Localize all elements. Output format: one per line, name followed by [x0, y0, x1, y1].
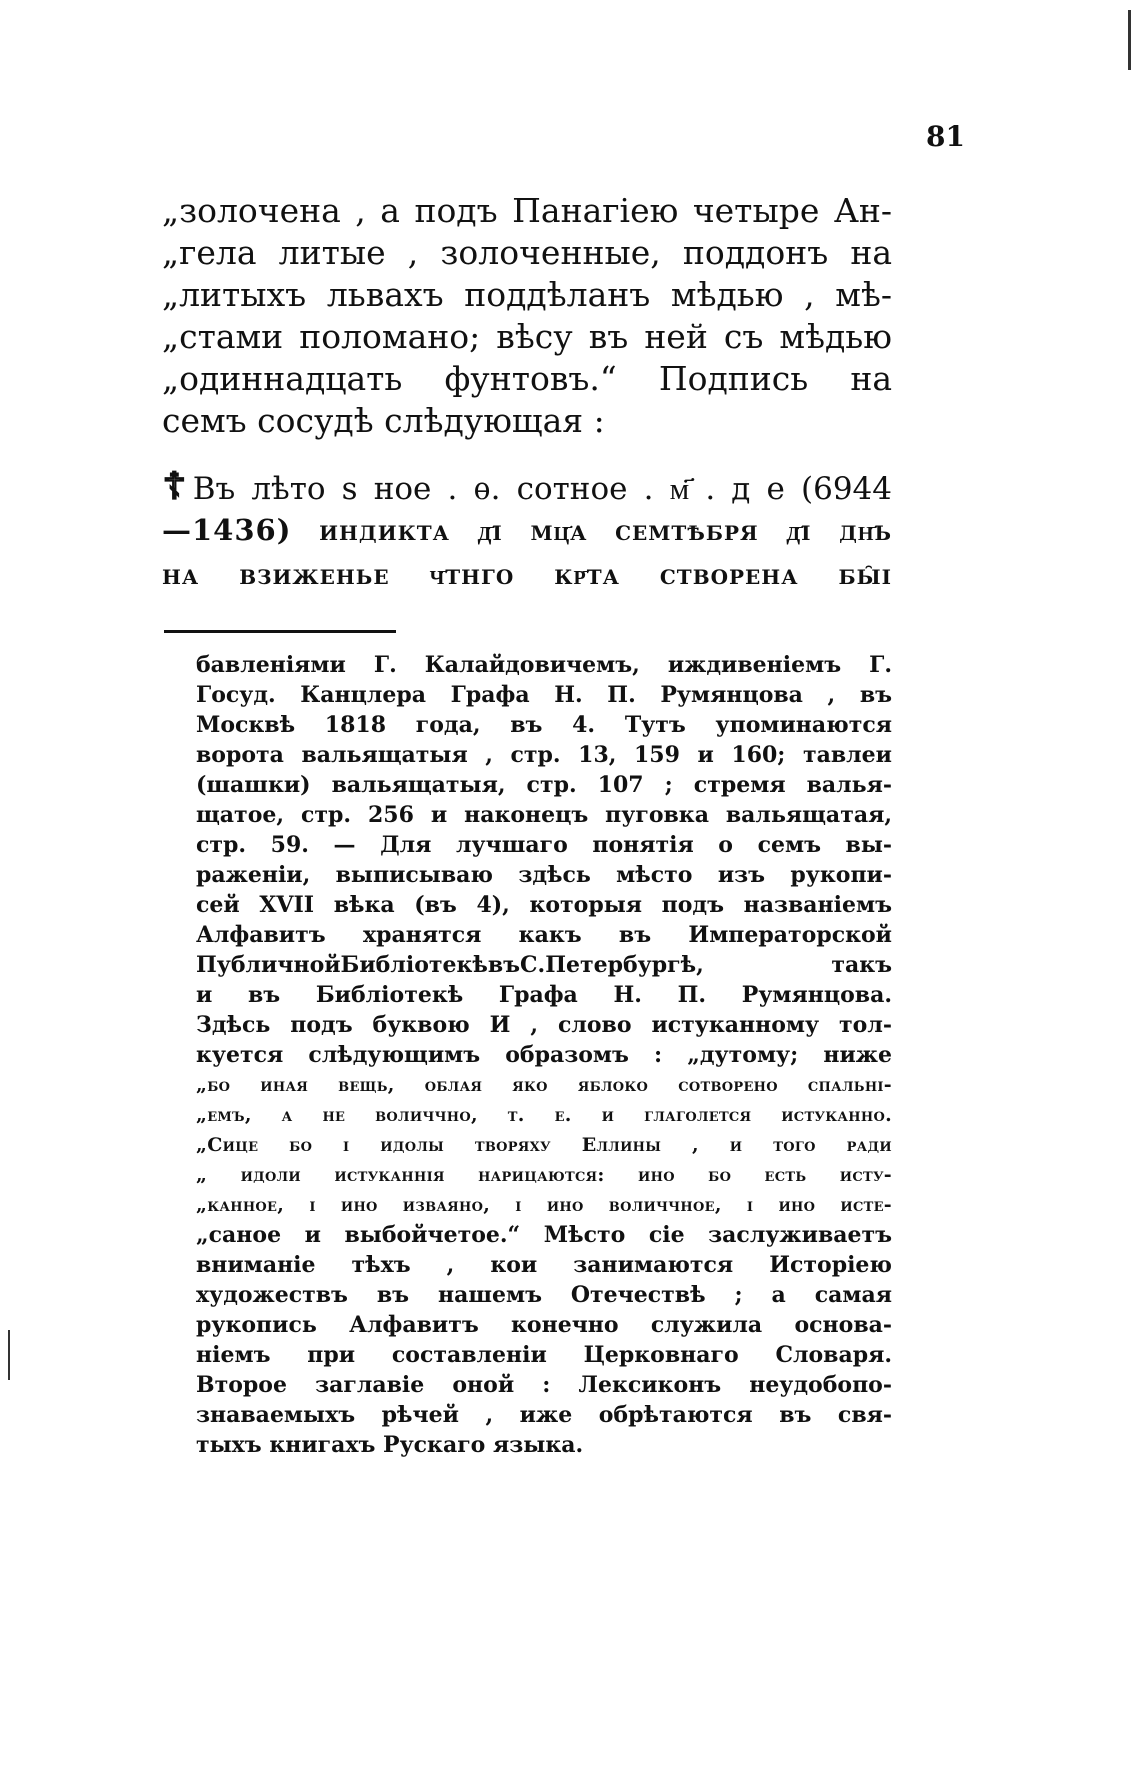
footnote-quote-line: „Сице бо і идолы творяху Еллины , и того ради	[196, 1134, 892, 1156]
footnote-line: вниманіе тѣхъ , кои занимаются Исторіею	[196, 1252, 892, 1278]
footnote-line: и въ Библіотекѣ Графа Н. П. Румянцова.	[196, 982, 892, 1008]
footnote-line: Второе заглавіе оной : Лексиконъ неудобопо-	[196, 1372, 892, 1398]
footnote-line: рукопись Алфавитъ конечно служила основа-	[196, 1312, 892, 1338]
footnote-line: тыхъ книгахъ Рускаго языка.	[196, 1432, 584, 1458]
main-text	[162, 190, 892, 442]
main-text-line: семъ сосудѣ слѣдующая :	[162, 401, 605, 440]
footnote-line: сей XVII вѣка (въ 4), которыя подъ названіемъ	[196, 892, 892, 918]
inscription-line: на взиженье ч҃тнго кр҃та створена бы̑і	[162, 557, 892, 591]
footnote	[196, 650, 892, 1460]
footnote-line: ворота вальящатыя , стр. 13, 159 и 160; тавлеи	[196, 742, 892, 768]
footnote-line: художествъ въ нашемъ Отечествѣ ; а самая	[196, 1282, 892, 1308]
inscription-line: —1436) индикта д҃і мц҃а семтѣбря д҃і дн҃ь	[162, 513, 892, 547]
main-text-line: „золочена , а подъ Панагіею четыре Ан-	[162, 191, 892, 230]
footnote-line: Москвѣ 1818 года, въ 4. Тутъ упоминаются	[196, 712, 892, 738]
footnote-quote-line: „канное, і ино изваяно, і ино воличчное, і ино исте-	[196, 1194, 892, 1216]
footnote-quote-line: „ идоли истуканнія нарицаются: ино бо есть исту-	[196, 1164, 892, 1186]
footnote-line: знаваемыхъ рѣчей , иже обрѣтаются въ свя-	[196, 1402, 892, 1428]
footnote-line: (шашки) вальящатыя, стр. 107 ; стремя валья-	[196, 772, 892, 798]
footnote-line: Госуд. Канцлера Графа Н. П. Румянцова , въ	[196, 682, 892, 708]
footnote-line: щатое, стр. 256 и наконецъ пуговка вальящатая,	[196, 802, 892, 828]
footnote-line: ніемъ при составленіи Церковнаго Словаря.	[196, 1342, 892, 1368]
page-number: 81	[926, 120, 965, 153]
cross-icon: ☦	[162, 463, 187, 508]
footnote-line: Здѣсь подъ буквою И , слово истуканному тол-	[196, 1012, 892, 1038]
footnote-line: ПубличнойБибліотекѣвъС.Петербургѣ, такъ	[196, 952, 892, 978]
footnote-divider	[164, 630, 396, 633]
footnote-line: Алфавитъ хранятся какъ въ Императорской	[196, 922, 892, 948]
main-text-line: „одиннадцать фунтовъ.“ Подпись на	[162, 359, 892, 398]
main-text-line: „литыхъ львахъ поддѣланъ мѣдью , мѣ-	[162, 275, 892, 314]
footnote-line: стр. 59. — Для лучшаго понятія о семъ вы-	[196, 832, 892, 858]
main-text-line: „стами поломано; вѣсу въ ней съ мѣдью	[162, 317, 892, 356]
footnote-line: раженіи, выписываю здѣсь мѣсто изъ рукопи-	[196, 862, 892, 888]
footnote-quote-line: „емъ, а не воличчно, т. е. и глаголется истуканно.	[196, 1104, 892, 1126]
footnote-line: бавленіями Г. Калайдовичемъ, иждивеніемъ Г.	[196, 652, 892, 678]
inscription	[162, 464, 892, 596]
footnote-line: „саное и выбойчетое.“ Мѣсто сіе заслуживаетъ	[196, 1222, 892, 1248]
scan-edge-mark	[8, 1330, 10, 1380]
inscription-line-text: Въ лѣто ѕ ное . ѳ. сотное . м҃ . д е (6944	[192, 471, 892, 507]
scan-edge-mark	[1128, 10, 1131, 70]
footnote-line: куется слѣдующимъ образомъ : „дутому; ниже	[196, 1042, 892, 1068]
footnote-quote-line: „бо иная вещь, облая яко яблоко сотворено спальні-	[196, 1074, 892, 1096]
inscription-line	[162, 464, 892, 508]
main-text-line: „гела литые , золоченные, поддонъ на	[162, 233, 892, 272]
